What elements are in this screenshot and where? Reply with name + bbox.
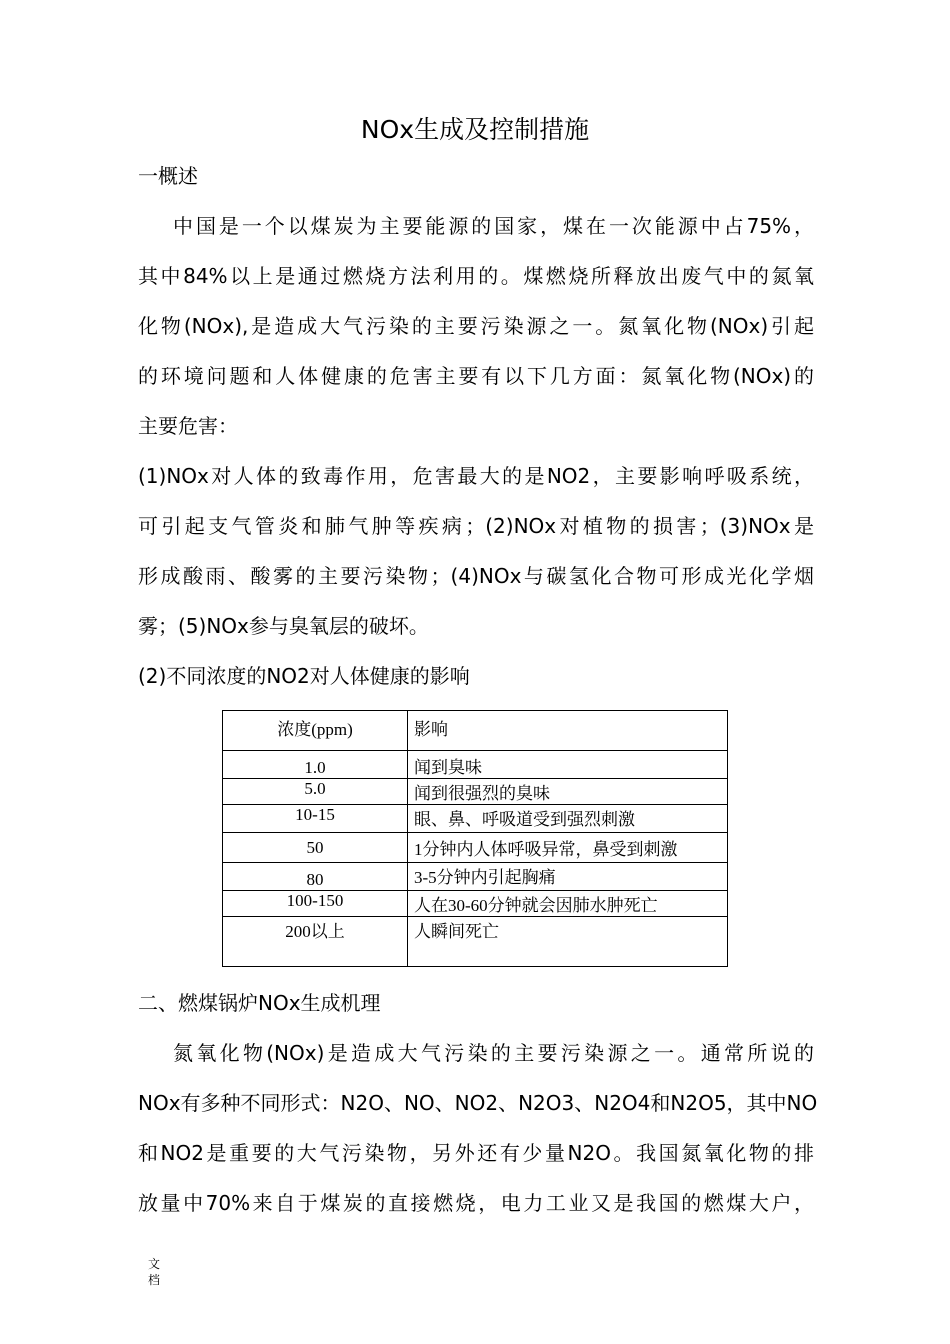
paragraph-line: 和NO2是重要的大气污染物，另外还有少量N2O。我国氮氧化物的排	[138, 1141, 814, 1165]
table-cell-effect: 眼、鼻、呼吸道受到强烈刺激	[408, 805, 728, 833]
table-cell-effect: 人瞬间死亡	[408, 917, 728, 967]
table-row	[223, 833, 728, 863]
table-header-row	[223, 711, 728, 751]
table-row	[223, 863, 728, 891]
paragraph-line: 主要危害：	[138, 414, 238, 438]
table-cell-effect: 3-5分钟内引起胸痛	[408, 863, 728, 891]
table-row	[223, 805, 728, 833]
table-row	[223, 751, 728, 779]
table-cell-concentration: 10-15	[223, 805, 408, 833]
table-cell-concentration: 5.0	[223, 779, 408, 805]
paragraph-line: 可引起支气管炎和肺气肿等疾病；(2)NOx对植物的损害；(3)NOx是	[138, 514, 814, 538]
table-cell-concentration: 200以上	[223, 917, 408, 967]
paragraph-line: 雾；(5)NOx参与臭氧层的破坏。	[138, 614, 429, 638]
paragraph-line: 放量中70%来自于煤炭的直接燃烧，电力工业又是我国的燃煤大户，	[138, 1191, 814, 1215]
paragraph-line: 氮氧化物(NOx)是造成大气污染的主要污染源之一。通常所说的	[173, 1041, 814, 1065]
paragraph-line: 其中84%以上是通过燃烧方法利用的。煤燃烧所释放出废气中的氮氧	[138, 264, 814, 288]
no2-health-effects-table	[222, 710, 728, 967]
table-cell-effect: 闻到臭味	[408, 751, 728, 779]
table-cell-effect: 闻到很强烈的臭味	[408, 779, 728, 805]
footer-char: 档	[147, 1273, 160, 1287]
paragraph-line: 的环境问题和人体健康的危害主要有以下几方面：氮氧化物(NOx)的	[138, 364, 814, 388]
table-cell-effect: 人在30-60分钟就会因肺水肿死亡	[408, 891, 728, 917]
section-heading-overview: 一概述	[138, 164, 198, 188]
section-heading-mechanism: 二、燃煤锅炉NOx生成机理	[138, 991, 381, 1015]
table-row	[223, 779, 728, 805]
table-cell-effect: 1分钟内人体呼吸异常，鼻受到刺激	[408, 833, 728, 863]
table-cell-concentration: 100-150	[223, 891, 408, 917]
footer-char: 文	[147, 1257, 160, 1271]
paragraph-line: 中国是一个以煤炭为主要能源的国家，煤在一次能源中占75%，	[173, 214, 814, 238]
table-header-concentration: 浓度(ppm)	[223, 711, 408, 751]
paragraph-line: (1)NOx对人体的致毒作用，危害最大的是NO2，主要影响呼吸系统，	[138, 464, 814, 488]
table-header-effect: 影响	[408, 711, 728, 751]
paragraph-line: NOx有多种不同形式：N2O、NO、NO2、N2O3、N2O4和N2O5，其中NO	[138, 1091, 818, 1115]
table-cell-concentration: 80	[223, 863, 408, 891]
table-caption: (2)不同浓度的NO2对人体健康的影响	[138, 664, 470, 688]
paragraph-line: 形成酸雨、酸雾的主要污染物；(4)NOx与碳氢化合物可形成光化学烟	[138, 564, 814, 588]
page-title: NOx生成及控制措施	[360, 115, 590, 144]
table-cell-concentration: 1.0	[223, 751, 408, 779]
table-row	[223, 917, 728, 967]
table-row	[223, 891, 728, 917]
table-cell-concentration: 50	[223, 833, 408, 863]
footer-label	[146, 1256, 162, 1288]
paragraph-line: 化物(NOx),是造成大气污染的主要污染源之一。氮氧化物(NOx)引起	[138, 314, 814, 338]
